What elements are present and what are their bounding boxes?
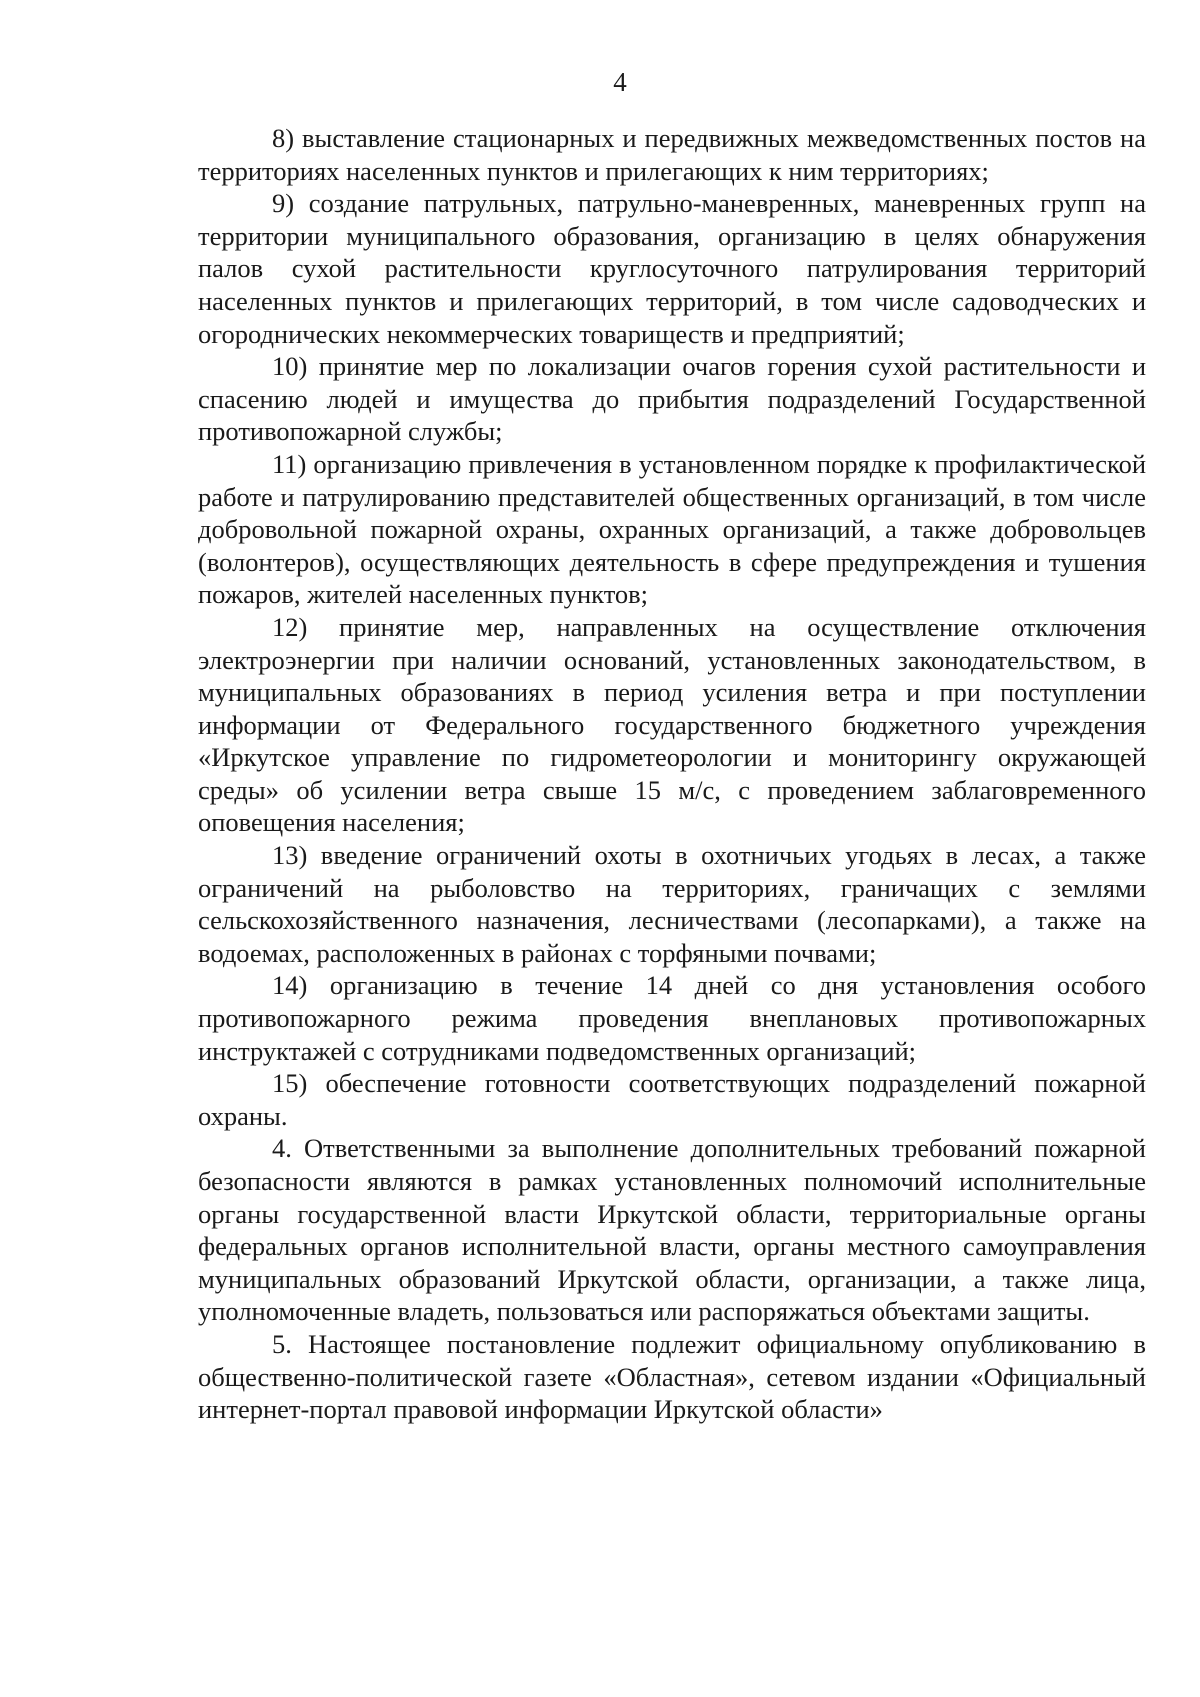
document-body xyxy=(198,122,1146,1426)
paragraph-item-8: 8) выставление стационарных и передвижных межведомственных постов на территориях населенных пунктов и прилегающих к ним территориях; xyxy=(198,123,1146,186)
paragraph-item-12: 12) принятие мер, направленных на осуществление отключения электроэнергии при наличии оснований, установленных законодательством, в муниципальных образованиях в период усиления ветра и при поступлении информации от Федерального государственного бюджетного учреждения «Иркутское управление по гидрометеорологии и мониторингу окружающей среды» об усилении ветра свыше 15 м/с, с проведением заблаговременного оповещения населения; xyxy=(198,611,1146,838)
paragraph-item-15: 15) обеспечение готовности соответствующих подразделений пожарной охраны. xyxy=(198,1068,1146,1131)
paragraph-item-11: 11) организацию привлечения в установленном порядке к профилактической работе и патрулированию представителей общественных организаций, в том числе добровольной пожарной охраны, охранных организаций, а также добровольцев (волонтеров), осуществляющих деятельность в сфере предупреждения и тушения пожаров, жителей населенных пунктов; xyxy=(198,448,1146,610)
paragraph-section-4: 4. Ответственными за выполнение дополнительных требований пожарной безопасности являются в рамках установленных полномочий исполнительные органы государственной власти Иркутской области, территориальные органы федеральных органов исполнительной власти, органы местного самоуправления муниципальных образований Иркутской области, организации, а также лица, уполномоченные владеть, пользоваться или распоряжаться объектами защиты. xyxy=(198,1133,1146,1327)
paragraph-item-14: 14) организацию в течение 14 дней со дня установления особого противопожарного режима проведения внеплановых противопожарных инструктажей с сотрудниками подведомственных организаций; xyxy=(198,970,1146,1066)
paragraph-item-10: 10) принятие мер по локализации очагов горения сухой растительности и спасению людей и имущества до прибытия подразделений Государственной противопожарной службы; xyxy=(198,351,1146,447)
paragraph-item-13: 13) введение ограничений охоты в охотничьих угодьях в лесах, а также ограничений на рыболовство на территориях, граничащих с землями сельскохозяйственного назначения, лесничествами (лесопарками), а также на водоемах, расположенных в районах с торфяными почвами; xyxy=(198,840,1146,968)
paragraph-section-5: 5. Настоящее постановление подлежит официальному опубликованию в общественно-политической газете «Областная», сетевом издании «Официальный интернет-портал правовой информации Иркутской области» xyxy=(198,1328,1146,1425)
paragraph-item-9: 9) создание патрульных, патрульно-маневренных, маневренных групп на территории муниципального образования, организацию в целях обнаружения палов сухой растительности круглосуточного патрулирования территорий населенных пунктов и прилегающих территорий, в том числе садоводческих и огороднических некоммерческих товариществ и предприятий; xyxy=(198,188,1146,349)
page-number: 4 xyxy=(613,67,627,97)
